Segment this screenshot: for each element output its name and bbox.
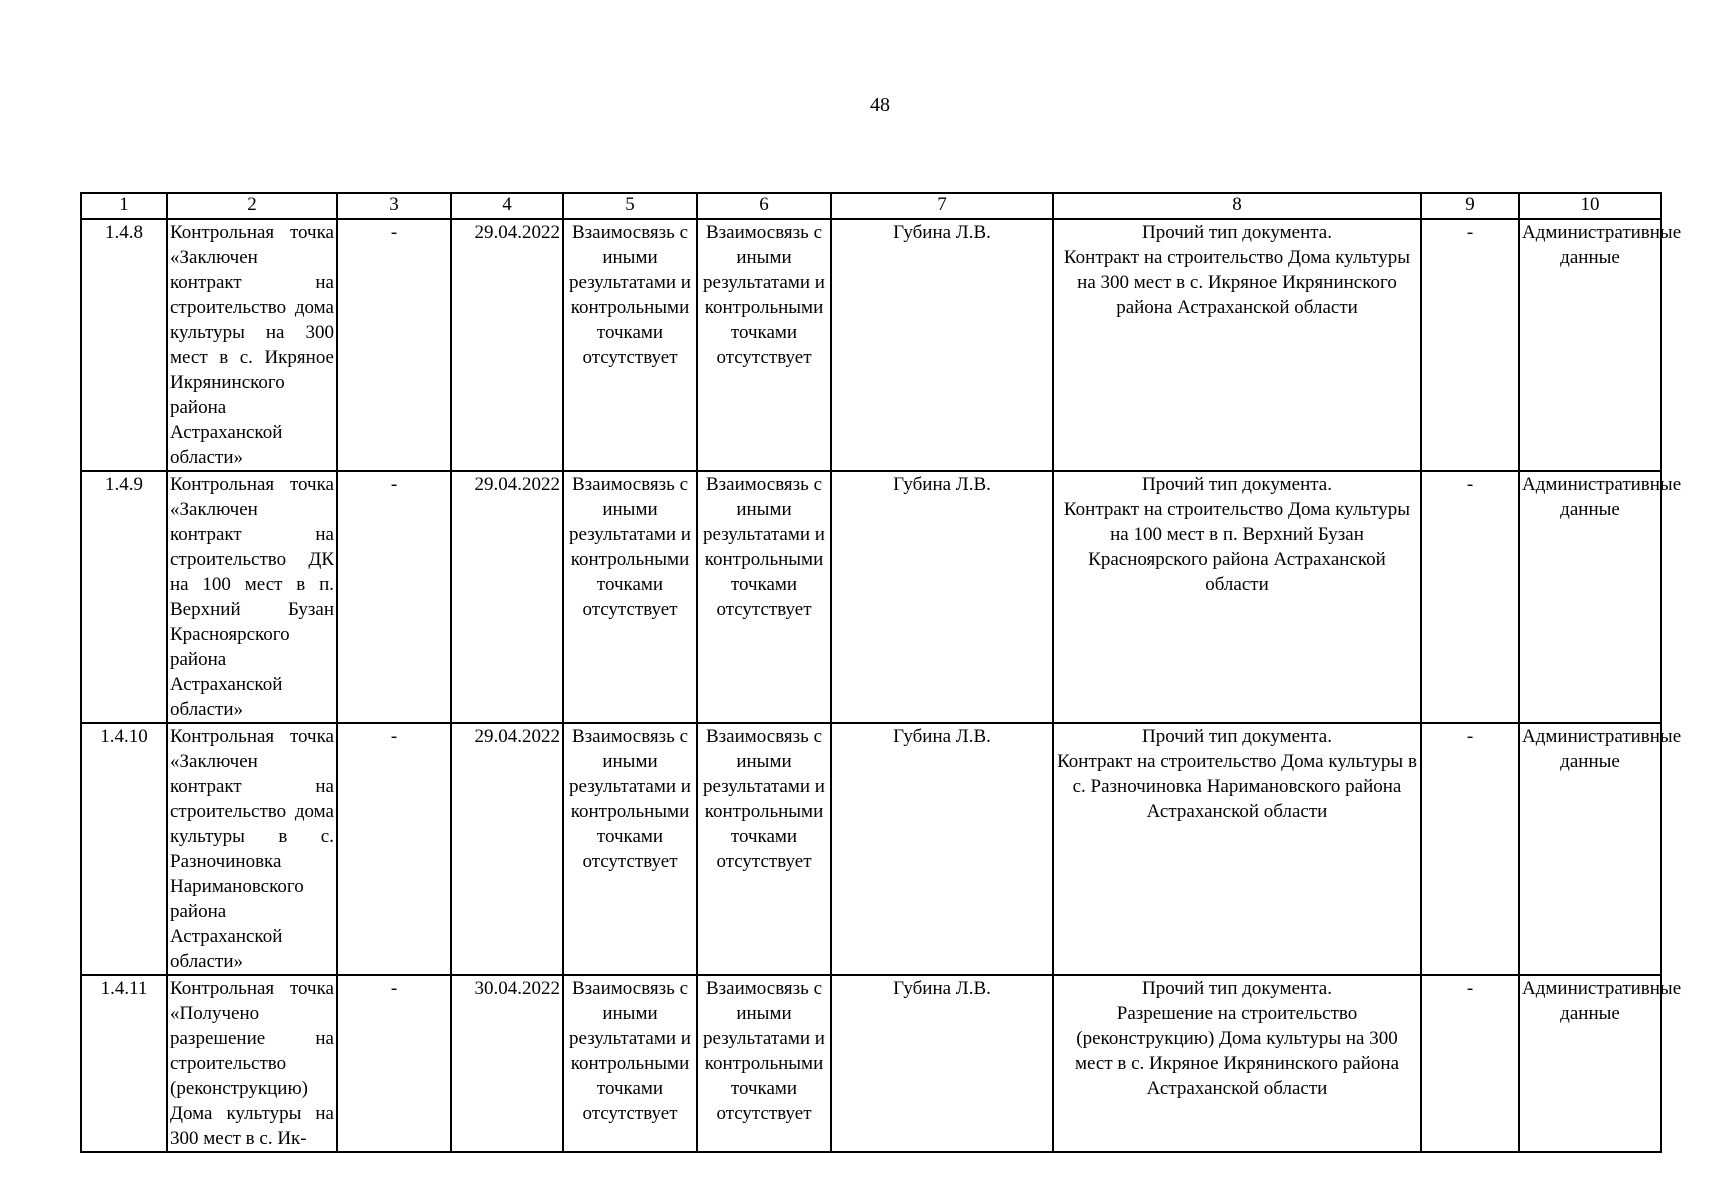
- column-header: 5: [563, 193, 697, 219]
- responsible-person: Губина Л.В.: [831, 975, 1053, 1152]
- data-source: Административные данные: [1519, 975, 1661, 1152]
- column-header: 1: [81, 193, 167, 219]
- responsible-person: Губина Л.В.: [831, 219, 1053, 471]
- relation-cell: Взаимосвязь с иными результатами и контрольными точками отсутствует: [563, 471, 697, 723]
- relation-cell: Взаимосвязь с иными результатами и контрольными точками отсутствует: [697, 723, 831, 975]
- column-header: 2: [167, 193, 337, 219]
- table-row: [81, 723, 1661, 975]
- date-cell: 29.04.2022: [451, 219, 563, 471]
- relation-cell: Взаимосвязь с иными результатами и контрольными точками отсутствует: [697, 219, 831, 471]
- cell-col3: -: [337, 723, 451, 975]
- document-type: Прочий тип документа. Контракт на строительство Дома культуры в с. Разночиновка Наримановского района Астраханской области: [1053, 723, 1421, 975]
- control-point-name: Контрольная точка «Получено разрешение на строительство (реконструкцию) Дома культуры на 300 мест в с. Ик-: [167, 975, 337, 1152]
- cell-col9: -: [1421, 219, 1519, 471]
- responsible-person: Губина Л.В.: [831, 471, 1053, 723]
- column-header: 7: [831, 193, 1053, 219]
- header-row: [81, 193, 1661, 219]
- document-type: Прочий тип документа. Разрешение на строительство (реконструкцию) Дома культуры на 300 мест в с. Икряное Икрянинского района Астраханской области: [1053, 975, 1421, 1152]
- column-header: 3: [337, 193, 451, 219]
- table-row: [81, 219, 1661, 471]
- document-type: Прочий тип документа. Контракт на строительство Дома культуры на 100 мест в п. Верхний Бузан Красноярского района Астраханской области: [1053, 471, 1421, 723]
- date-cell: 30.04.2022: [451, 975, 563, 1152]
- cell-col3: -: [337, 471, 451, 723]
- column-header: 10: [1519, 193, 1661, 219]
- column-header: 6: [697, 193, 831, 219]
- cell-col3: -: [337, 975, 451, 1152]
- row-number: 1.4.10: [81, 723, 167, 975]
- column-header: 8: [1053, 193, 1421, 219]
- table-row: [81, 975, 1661, 1152]
- cell-col9: -: [1421, 471, 1519, 723]
- data-source: Административные данные: [1519, 723, 1661, 975]
- cell-col9: -: [1421, 975, 1519, 1152]
- results-table: [80, 192, 1682, 1153]
- date-cell: 29.04.2022: [451, 471, 563, 723]
- control-point-name: Контрольная точка «Заключен контракт на строительство ДК на 100 мест в п. Верхний Бузан Красноярского района Астраханской области»: [167, 471, 337, 723]
- data-source: Административные данные: [1519, 219, 1661, 471]
- column-header: 9: [1421, 193, 1519, 219]
- row-number: 1.4.8: [81, 219, 167, 471]
- responsible-person: Губина Л.В.: [831, 723, 1053, 975]
- document-type: Прочий тип документа. Контракт на строительство Дома культуры на 300 мест в с. Икряное Икрянинского района Астраханской области: [1053, 219, 1421, 471]
- relation-cell: Взаимосвязь с иными результатами и контрольными точками отсутствует: [697, 975, 831, 1152]
- cell-col9: -: [1421, 723, 1519, 975]
- page-number: 48: [870, 94, 890, 116]
- control-point-name: Контрольная точка «Заключен контракт на строительство дома культуры на 300 мест в с. Икряное Икрянинского района Астраханской области»: [167, 219, 337, 471]
- data-source: Административные данные: [1519, 471, 1661, 723]
- table-row: [81, 471, 1661, 723]
- date-cell: 29.04.2022: [451, 723, 563, 975]
- cell-col3: -: [337, 219, 451, 471]
- column-header: 4: [451, 193, 563, 219]
- relation-cell: Взаимосвязь с иными результатами и контрольными точками отсутствует: [563, 219, 697, 471]
- relation-cell: Взаимосвязь с иными результатами и контрольными точками отсутствует: [563, 975, 697, 1152]
- relation-cell: Взаимосвязь с иными результатами и контрольными точками отсутствует: [563, 723, 697, 975]
- control-point-name: Контрольная точка «Заключен контракт на строительство дома культуры в с. Разночиновка Наримановского района Астраханской области»: [167, 723, 337, 975]
- row-number: 1.4.11: [81, 975, 167, 1152]
- row-number: 1.4.9: [81, 471, 167, 723]
- relation-cell: Взаимосвязь с иными результатами и контрольными точками отсутствует: [697, 471, 831, 723]
